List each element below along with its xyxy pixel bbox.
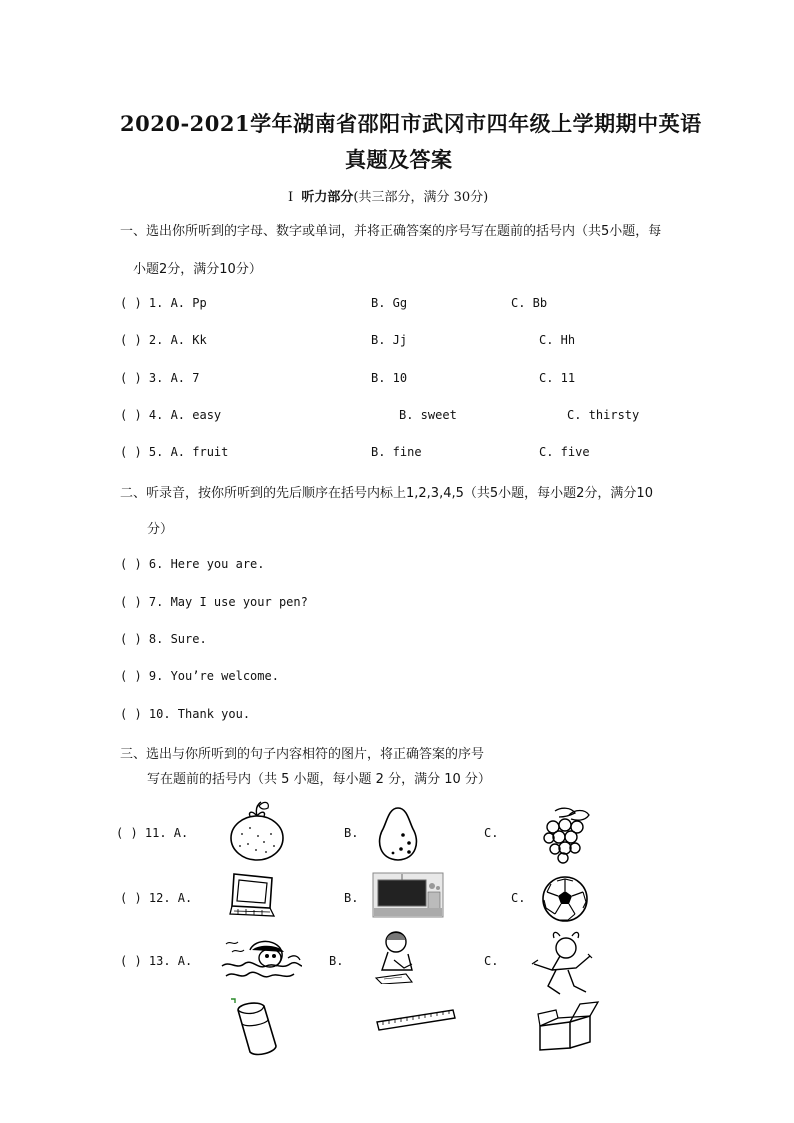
part1-numeral: I [288, 190, 294, 205]
q3-stem: ( ) 3. A. 7 [120, 371, 200, 385]
q8-item: ( ) 8. Sure. [120, 632, 207, 646]
q4-stem: ( ) 4. A. easy [120, 408, 222, 422]
q4-option-c: C. thirsty [567, 408, 640, 422]
pear-icon [373, 805, 423, 863]
section1-heading-line1: 一、选出你所听到的字母、数字或单词，并将正确答案的序号写在题前的括号内（共5小题，每 [120, 224, 662, 239]
q2-stem: ( ) 2. A. Kk [120, 333, 207, 347]
q1-stem: ( ) 1. A. Pp [120, 296, 207, 310]
grapes-icon [541, 805, 593, 865]
q6-item: ( ) 6. Here you are. [120, 557, 265, 571]
section2-heading-line1: 二、听录音，按你所听到的先后顺序在括号内标上1,2,3,4,5（共5小题，每小题2分，满分10 [120, 486, 653, 501]
q13-option-c: C. [484, 954, 499, 968]
football-icon [540, 874, 590, 924]
part1-label: 听力部分 [301, 190, 354, 205]
q3-option-c: C. 11 [539, 371, 576, 385]
q9-item: ( ) 9. You’re welcome. [120, 669, 279, 683]
section3-heading-line2: 写在题前的括号内（共 5 小题，每小题 2 分，满分 10 分） [147, 772, 491, 787]
orange-icon [228, 798, 286, 862]
q11-stem: ( ) 11. A. [116, 826, 189, 840]
eraser-icon [228, 996, 284, 1062]
boy-writing-icon [372, 928, 426, 984]
q2-option-b: B. Jj [371, 333, 408, 347]
classroom-board-icon [372, 872, 444, 918]
q7-item: ( ) 7. May I use your pen? [120, 595, 308, 609]
box-icon [536, 1000, 600, 1052]
q4-option-b: B. sweet [399, 408, 457, 422]
q5-stem: ( ) 5. A. fruit [120, 445, 229, 459]
q11-option-b: B. [344, 826, 359, 840]
q11-option-c: C. [484, 826, 499, 840]
section2-heading-line2: 分） [147, 522, 174, 537]
q1-option-b: B. Gg [371, 296, 408, 310]
q2-option-c: C. Hh [539, 333, 576, 347]
q3-option-b: B. 10 [371, 371, 408, 385]
q12-option-b: B. [344, 891, 359, 905]
jumping-girl-icon [530, 928, 594, 998]
page-title-line1: 2020-2021学年湖南省邵阳市武冈市四年级上学期期中英语 [120, 111, 702, 136]
q5-option-b: B. fine [371, 445, 422, 459]
q5-option-c: C. five [539, 445, 590, 459]
part1-heading [288, 186, 488, 205]
q12-stem: ( ) 12. A. [120, 891, 193, 905]
q10-item: ( ) 10. Thank you. [120, 707, 251, 721]
q1-option-c: C. Bb [511, 296, 548, 310]
section1-heading-line2: 小题2分，满分10分） [133, 262, 262, 277]
computer-icon [228, 870, 278, 922]
swimming-icon [218, 936, 304, 986]
section3-heading-line1: 三、选出与你所听到的句子内容相符的图片，将正确答案的序号 [120, 747, 485, 762]
q12-option-c: C. [511, 891, 526, 905]
q13-stem: ( ) 13. A. [120, 954, 193, 968]
ruler-icon [375, 1008, 457, 1032]
page-title-line2: 真题及答案 [345, 147, 453, 172]
q13-option-b: B. [329, 954, 344, 968]
part1-note: (共三部分，满分 30分) [353, 190, 489, 205]
